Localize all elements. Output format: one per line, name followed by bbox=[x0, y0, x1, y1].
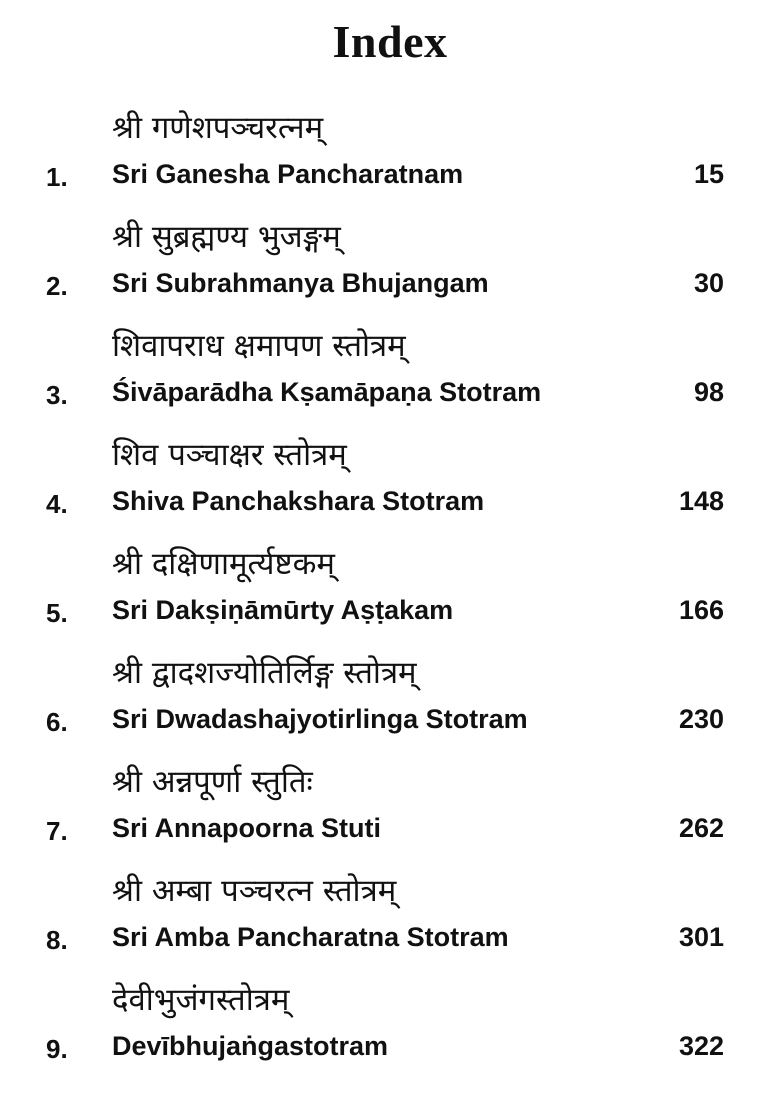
entry-number: 6. bbox=[46, 707, 68, 737]
index-entry bbox=[0, 326, 780, 426]
entry-title: Devībhujaṅgastotram bbox=[112, 1031, 389, 1061]
entry-number: 3. bbox=[46, 380, 68, 410]
entry-page-number: 148 bbox=[678, 486, 724, 516]
entry-page-number: 98 bbox=[693, 377, 724, 407]
index-entry bbox=[0, 544, 780, 644]
entry-devanagari-title: शिव पञ्चाक्षर स्तोत्रम् bbox=[112, 437, 347, 473]
index-entry bbox=[0, 871, 780, 971]
entry-devanagari-title: श्री गणेशपञ्चरत्नम् bbox=[112, 110, 324, 146]
entry-devanagari-title: श्री द्वादशज्योतिर्लिङ्ग स्तोत्रम् bbox=[112, 655, 417, 691]
entry-page-number: 262 bbox=[678, 813, 724, 843]
entry-page-number: 301 bbox=[678, 922, 724, 952]
index-entry bbox=[0, 435, 780, 535]
entry-title: Sri Dakṣiṇāmūrty Aṣṭakam bbox=[112, 595, 454, 625]
entry-page-number: 230 bbox=[678, 704, 724, 734]
entry-title: Sri Ganesha Pancharatnam bbox=[112, 159, 464, 189]
index-entry bbox=[0, 762, 780, 862]
entry-number: 4. bbox=[46, 489, 68, 519]
entry-number: 8. bbox=[46, 925, 68, 955]
index-entry bbox=[0, 653, 780, 753]
entry-title: Sri Dwadashajyotirlinga Stotram bbox=[112, 704, 528, 734]
entry-page-number: 166 bbox=[678, 595, 724, 625]
entry-number: 5. bbox=[46, 598, 68, 628]
entry-title: Shiva Panchakshara Stotram bbox=[112, 486, 485, 516]
entry-page-number: 15 bbox=[693, 159, 724, 189]
entry-number: 9. bbox=[46, 1034, 68, 1064]
entry-devanagari-title: श्री दक्षिणामूर्त्यष्टकम् bbox=[112, 546, 335, 582]
index-entry bbox=[0, 980, 780, 1080]
entry-page-number: 322 bbox=[678, 1031, 724, 1061]
entry-devanagari-title: श्री अन्नपूर्णा स्तुतिः bbox=[112, 764, 313, 800]
entry-devanagari-title: श्री अम्बा पञ्चरत्न स्तोत्रम् bbox=[112, 873, 397, 909]
entry-page-number: 30 bbox=[693, 268, 724, 298]
index-entry bbox=[0, 108, 780, 208]
index-entry bbox=[0, 217, 780, 317]
entry-devanagari-title: श्री सुब्रह्मण्य भुजङ्गम् bbox=[112, 219, 341, 255]
entry-number: 2. bbox=[46, 271, 68, 301]
entry-title: Sri Amba Pancharatna Stotram bbox=[112, 922, 509, 952]
entry-number: 1. bbox=[46, 162, 68, 192]
page-title: Index bbox=[332, 16, 448, 67]
entry-devanagari-title: देवीभुजंगस्तोत्रम् bbox=[112, 982, 290, 1018]
entry-number: 7. bbox=[46, 816, 68, 846]
entry-title: Sri Subrahmanya Bhujangam bbox=[112, 268, 489, 298]
entry-devanagari-title: शिवापराध क्षमापण स्तोत्रम् bbox=[112, 328, 406, 364]
entry-title: Sri Annapoorna Stuti bbox=[112, 813, 381, 843]
entry-title: Śivāparādha Kṣamāpaṇa Stotram bbox=[112, 377, 542, 407]
